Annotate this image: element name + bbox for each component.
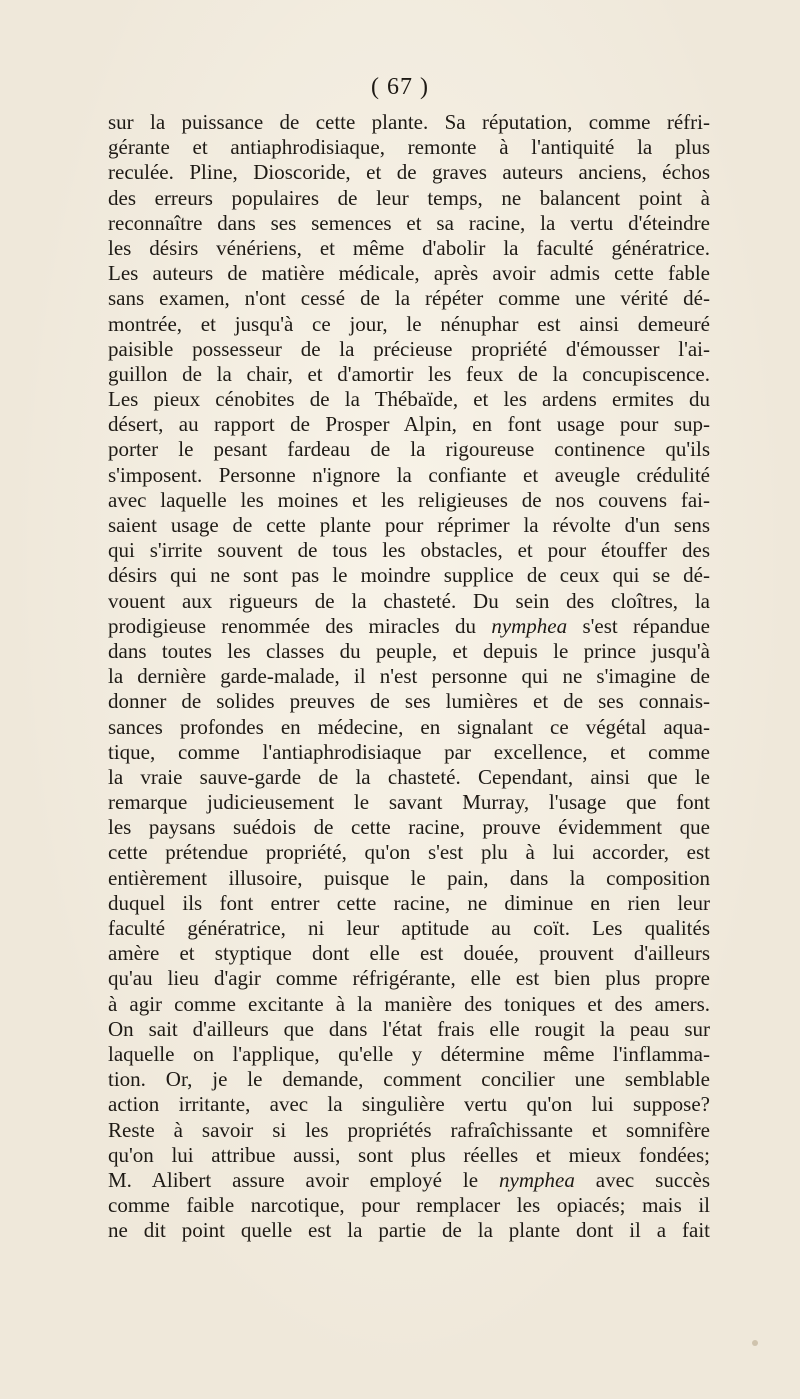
text-line: gérante et antiaphrodisiaque, remonte à l'antiquité la plus bbox=[108, 135, 710, 160]
text-line: s'imposent. Personne n'ignore la confiante et aveugle crédulité bbox=[108, 462, 710, 487]
paper-speck bbox=[752, 1340, 758, 1346]
text-line: Les pieux cénobites de la Thébaïde, et les ardens ermites du bbox=[108, 387, 710, 412]
text-line: vouent aux rigueurs de la chasteté. Du sein des cloîtres, la bbox=[108, 588, 710, 613]
text-line: amère et styptique dont elle est douée, prouvent d'ailleurs bbox=[108, 941, 710, 966]
text-line: action irritante, avec la singulière vertu qu'on lui suppose? bbox=[108, 1092, 710, 1117]
text-line: à agir comme excitante à la manière des toniques et des amers. bbox=[108, 991, 710, 1016]
text-line: comme faible narcotique, pour remplacer les opiacés; mais il bbox=[108, 1193, 710, 1218]
text-line: sances profondes en médecine, en signalant ce végétal aqua- bbox=[108, 714, 710, 739]
text-line: les paysans suédois de cette racine, prouve évidemment que bbox=[108, 815, 710, 840]
text-line: M. Alibert assure avoir employé le nymphea avec succès bbox=[108, 1167, 710, 1192]
text-line: tion. Or, je le demande, comment concilier une semblable bbox=[108, 1067, 710, 1092]
text-line: prodigieuse renommée des miracles du nymphea s'est répandue bbox=[108, 613, 710, 638]
text-line: guillon de la chair, et d'amortir les feux de la concupiscence. bbox=[108, 361, 710, 386]
italic-term: nymphea bbox=[491, 613, 568, 638]
text-line: porter le pesant fardeau de la rigoureuse continence qu'ils bbox=[108, 437, 710, 462]
text-line: sur la puissance de cette plante. Sa réputation, comme réfri- bbox=[108, 110, 710, 134]
text-line: désirs qui ne sont pas le moindre supplice de ceux qui se dé- bbox=[108, 563, 710, 588]
text-line: avec laquelle les moines et les religieuses de nos couvens fai- bbox=[108, 487, 710, 512]
text-line: saient usage de cette plante pour réprimer la révolte d'un sens bbox=[108, 513, 710, 537]
text-line: entièrement illusoire, puisque le pain, dans la composition bbox=[108, 865, 710, 890]
text-line: faculté génératrice, ni leur aptitude au coït. Les qualités bbox=[108, 916, 710, 940]
text-line: dans toutes les classes du peuple, et depuis le prince jusqu'à bbox=[108, 638, 710, 663]
italic-term: nymphea bbox=[499, 1167, 575, 1192]
text-line: qu'on lui attribue aussi, sont plus réelles et mieux fondées; bbox=[108, 1142, 710, 1167]
text-line: duquel ils font entrer cette racine, ne diminue en rien leur bbox=[108, 890, 710, 915]
body-text bbox=[108, 110, 710, 1243]
text-line: qu'au lieu d'agir comme réfrigérante, elle est bien plus propre bbox=[108, 966, 710, 991]
text-line: tique, comme l'antiaphrodisiaque par excellence, et comme bbox=[108, 739, 710, 764]
page-number: ( 67 ) bbox=[371, 74, 429, 100]
text-line: reconnaître dans ses semences et sa racine, la vertu d'éteindre bbox=[108, 210, 710, 235]
text-line: montrée, et jusqu'à ce jour, le nénuphar est ainsi demeuré bbox=[108, 311, 710, 336]
text-line: On sait d'ailleurs que dans l'état frais elle rougit la peau sur bbox=[108, 1016, 710, 1041]
text-line: les désirs vénériens, et même d'abolir la faculté génératrice. bbox=[108, 235, 710, 260]
text-line: remarque judicieusement le savant Murray, l'usage que font bbox=[108, 790, 710, 815]
text-line: donner de solides preuves de ses lumières et de ses connais- bbox=[108, 689, 710, 714]
text-line: sans examen, n'ont cessé de la répéter comme une vérité dé- bbox=[108, 286, 710, 311]
text-line: des erreurs populaires de leur temps, ne balancent point à bbox=[108, 185, 710, 210]
text-line: reculée. Pline, Dioscoride, et de graves auteurs anciens, échos bbox=[108, 160, 710, 185]
text-line: Les auteurs de matière médicale, après avoir admis cette fable bbox=[108, 261, 710, 286]
text-line: la vraie sauve-garde de la chasteté. Cependant, ainsi que le bbox=[108, 764, 710, 789]
text-line: paisible possesseur de la précieuse propriété d'émousser l'ai- bbox=[108, 336, 710, 361]
text-line: ne dit point quelle est la partie de la plante dont il a fait bbox=[108, 1218, 710, 1243]
text-line: la dernière garde-malade, il n'est personne qui ne s'imagine de bbox=[108, 664, 710, 689]
text-line: désert, au rapport de Prosper Alpin, en font usage pour sup- bbox=[108, 412, 710, 437]
text-line: cette prétendue propriété, qu'on s'est plu à lui accorder, est bbox=[108, 840, 710, 865]
text-line: Reste à savoir si les propriétés rafraîchissante et somnifère bbox=[108, 1117, 710, 1142]
text-line: laquelle on l'applique, qu'elle y détermine même l'inflamma- bbox=[108, 1041, 710, 1066]
text-line: qui s'irrite souvent de tous les obstacles, et pour étouffer des bbox=[108, 538, 710, 563]
